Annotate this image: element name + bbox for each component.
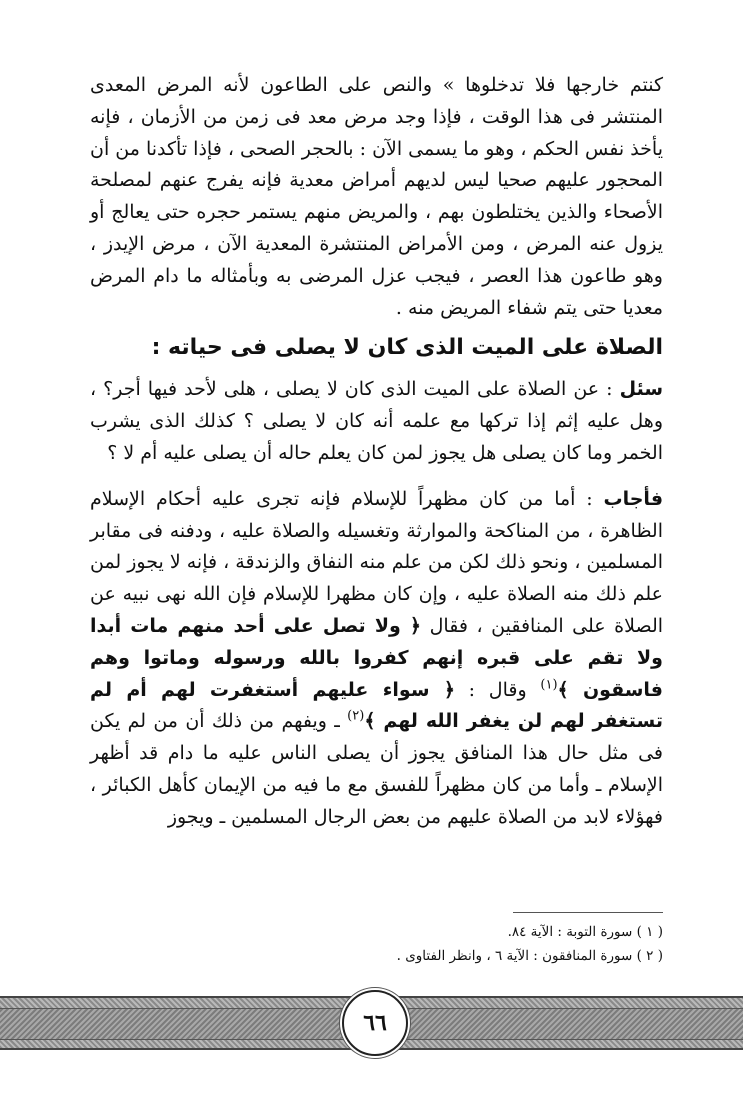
paragraph-answer: [90, 484, 663, 834]
main-text: [90, 70, 663, 834]
answer-text-3: ـ ويفهم من ذلك أن من لم يكن فى مثل حال هذا المنافق يجوز أن يصلى الناس عليه ما دام قد أظهر الإسلام ـ وأما من كان مظهراً للفسق مع ما فيه من الإيمان كأهل الكبائر ، فهؤلاء لابد من الصلاة عليهم من بعض الرجال المسلمين ـ ويجوز: [90, 710, 663, 828]
footnote-ref-2: (٢): [347, 709, 365, 725]
footnote-ref-1: (١): [540, 677, 558, 693]
paragraph-question: [90, 374, 663, 469]
question-lead: سئل: [619, 378, 664, 401]
footnotes: [90, 920, 663, 968]
footnote-2: ( ٢ ) سورة المنافقون : الآية ٦ ، وانظر الفتاوى .: [396, 948, 663, 964]
answer-lead: فأجاب: [603, 487, 664, 510]
answer-text-2: وقال :: [468, 678, 527, 701]
answer-text-1: : أما من كان مظهراً للإسلام فإنه تجرى عليه أحكام الإسلام الظاهرة ، من المناكحة والموارثة وتغسيله والصلاة عليه ، ودفنه فى مقابر المسلمين ، ونحو ذلك لكن من علم منه النفاق والزندقة ، فإنه لا يجوز لمن علم ذلك منه الصلاة عليه ، وإن كان مظهرا للإسلام فإن الله نهى نبيه عن الصلاة على المنافقين ، فقال: [89, 487, 664, 637]
question-text: : عن الصلاة على الميت الذى كان لا يصلى ، هلى لأحد فيها أجر؟ ، وهل عليه إثم إذا تركها مع علمه أنه كان لا يصلى ؟ كذلك الذى يشرب الخمر وما كان يصلى هل يجوز لمن كان يعلم حاله أن يصلى عليه أم لا ؟: [90, 378, 663, 464]
footnote-divider: [513, 912, 663, 913]
page-number: ٦٦: [342, 990, 408, 1056]
quran-verse-1: ﴿ ولا تصل على أحد منهم مات أبدا ولا تقم على قبره إنهم كفروا بالله ورسوله وماتوا وهم فاسقون ﴾: [90, 614, 664, 701]
footnote-1: ( ١ ) سورة التوبة : الآية ٨٤.: [507, 924, 663, 940]
quran-verse-2: ﴿ سواء عليهم أستغفرت لهم أم لم تستغفر لهم لن يغفر الله لهم ﴾: [90, 678, 663, 733]
paragraph-intro: كنتم خارجها فلا تدخلوها » والنص على الطاعون لأنه المرض المعدى المنتشر فى هذا الوقت ، فإذا وجد مرض معد فى زمن من الأزمان ، فإنه يأخذ نفس الحكم ، وهو ما يسمى الآن : بالحجر الصحى ، فإذا تأكدنا من أن المحجور عليهم صحيا ليس لديهم أمراض معدية فإنه يفرج عنهم لمصلحة الأصحاء والذين يختلطون بهم ، والمريض منهم يستمر حجره حتى يعالج أو يزول عنه المرض ، ومن الأمراض المنتشرة المعدية الآن ، مرض الإيدز ، وهو طاعون هذا العصر ، فيجب عزل المرضى به وبأمثاله ما دام المرض معديا حتى يتم شفاء المريض منه .: [90, 74, 663, 319]
section-heading: الصلاة على الميت الذى كان لا يصلى فى حياته :: [151, 335, 663, 361]
